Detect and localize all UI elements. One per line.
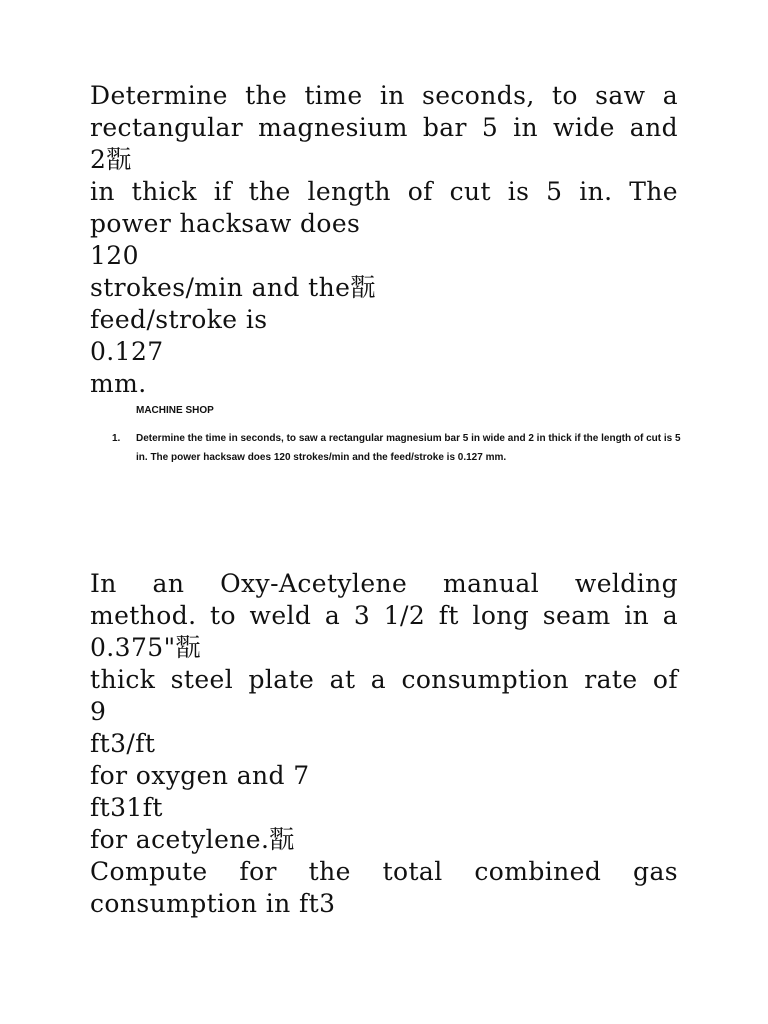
machine-shop-inset: [112, 403, 682, 467]
ocr-line: feed/stroke is: [90, 305, 268, 334]
ocr-line: for oxygen and 7: [90, 761, 310, 790]
ocr-line: 0.375"翫: [90, 633, 201, 662]
ocr-line: ft31ft: [90, 793, 163, 822]
ocr-line: rectangular magnesium bar 5 in wide and: [90, 113, 678, 142]
ocr-line: 120: [90, 241, 139, 270]
inset-list-item: [112, 429, 682, 467]
ocr-line: ft3/ft: [90, 729, 156, 758]
inset-item-text: Determine the time in seconds, to saw a rectangular magnesium bar 5 in wide and 2 in thick if the length of cut is 5 in. The power hacksaw does 120 strokes/min and the feed/stroke is 0.127 mm.: [136, 433, 681, 463]
ocr-line: 9: [90, 697, 107, 726]
ocr-line: Compute for the total combined gas: [90, 857, 678, 886]
ocr-line: thick steel plate at a consumption rate of: [90, 665, 678, 694]
ocr-line: method. to weld a 3 1/2 ft long seam in a: [90, 601, 678, 630]
ocr-line: consumption in ft3: [90, 889, 336, 918]
problem-1-ocr-text: [90, 80, 678, 400]
inset-title: MACHINE SHOP: [136, 405, 214, 416]
ocr-line: power hacksaw does: [90, 209, 361, 238]
ocr-line: In an Oxy-Acetylene manual welding: [90, 569, 678, 598]
ocr-line: strokes/min and the翫: [90, 273, 376, 302]
ocr-line: in thick if the length of cut is 5 in. The: [90, 177, 678, 206]
ocr-line: Determine the time in seconds, to saw a: [90, 81, 678, 110]
ocr-line: 2翫: [90, 145, 132, 174]
ocr-line: for acetylene.翫: [90, 825, 295, 854]
ocr-line: 0.127: [90, 337, 164, 366]
problem-2-ocr-text: [90, 568, 678, 920]
inset-item-number: 1.: [112, 433, 121, 444]
ocr-line: mm.: [90, 369, 147, 398]
